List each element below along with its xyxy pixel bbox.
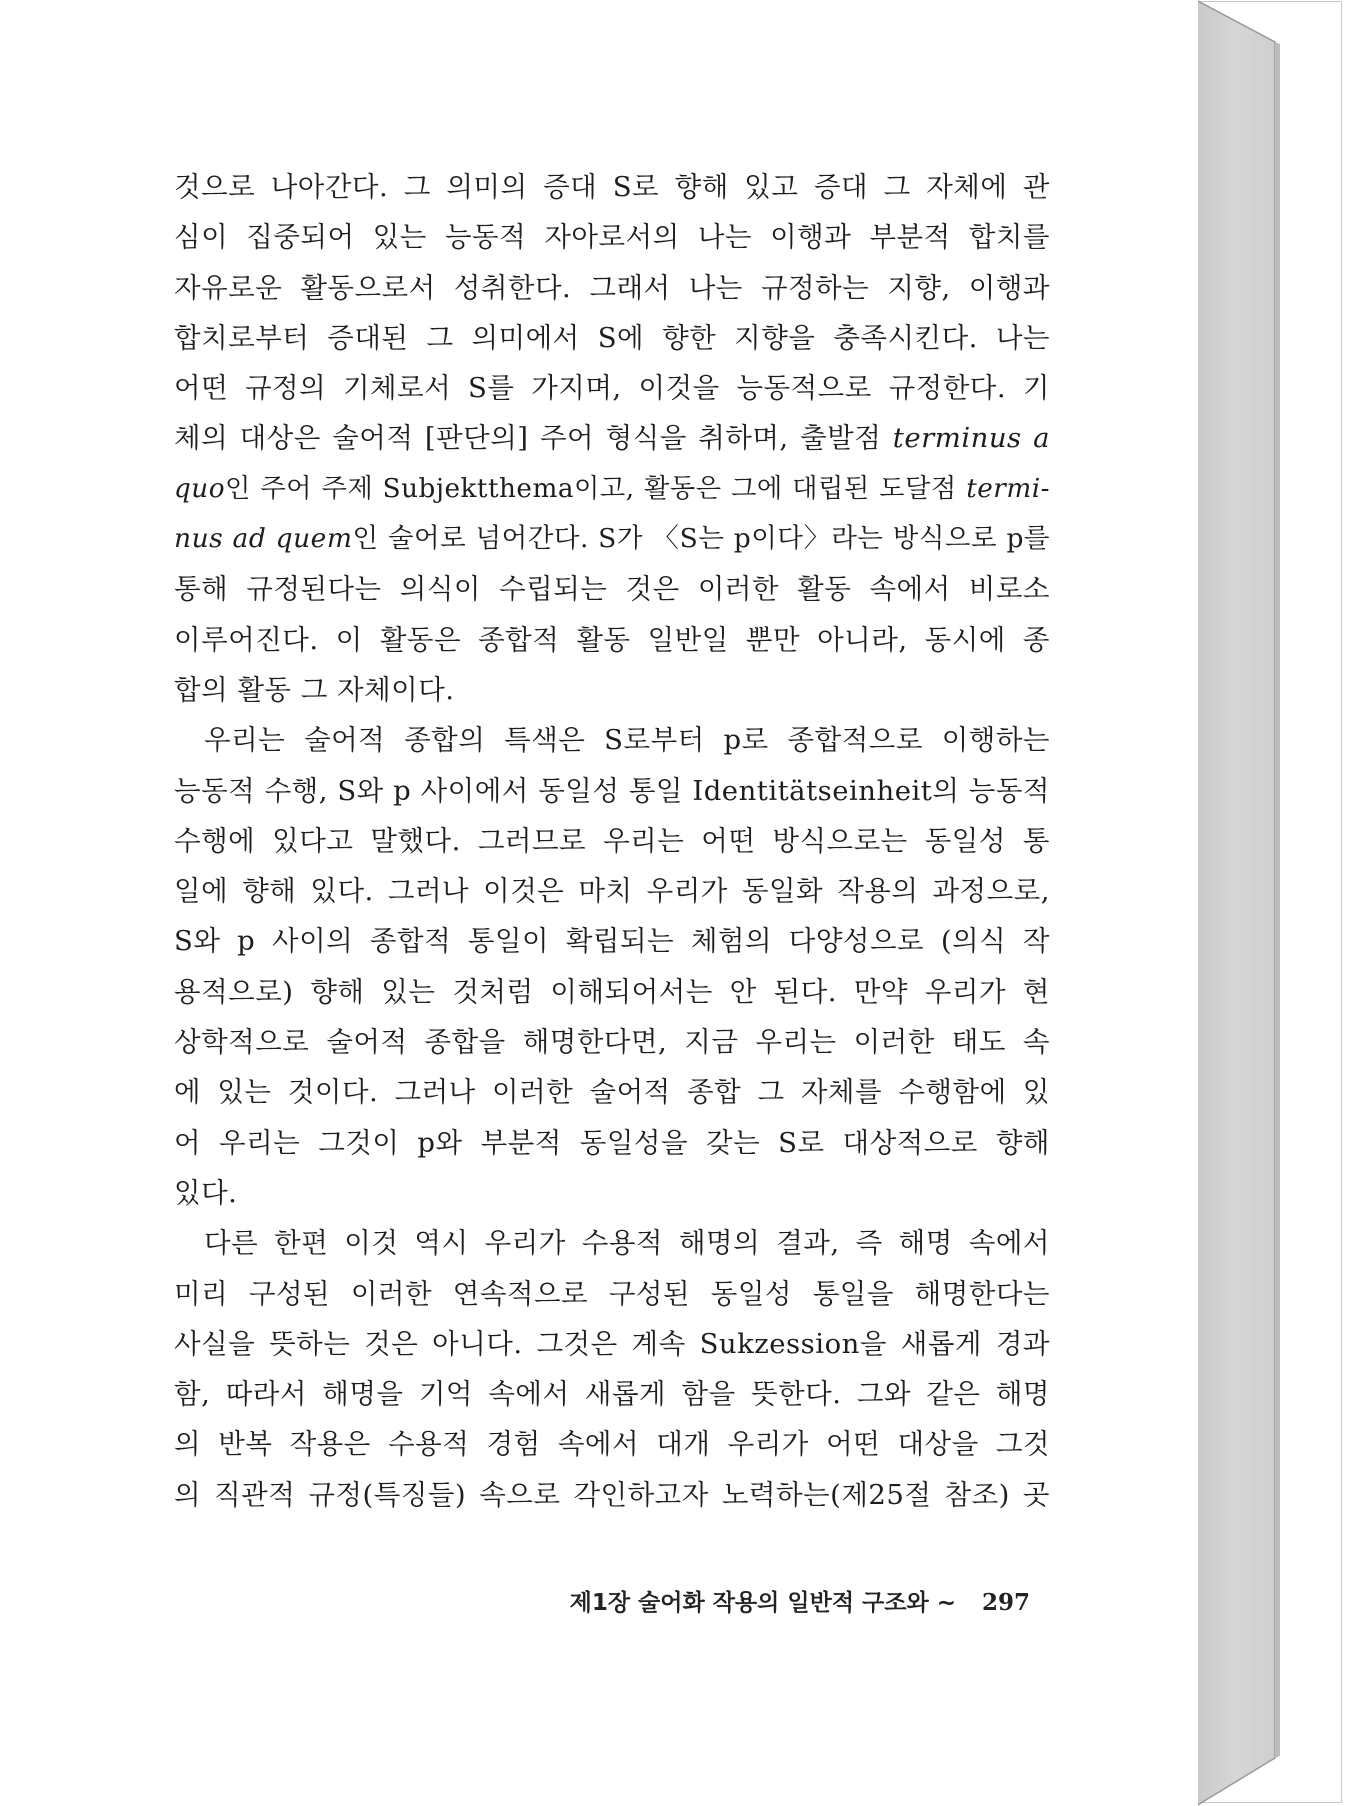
text-line: 상학적으로 술어적 종합을 해명한다면, 지금 우리는 이러한 태도 속	[174, 1026, 1050, 1059]
text-line: 에 있는 것이다. 그러나 이러한 술어적 종합 그 자체를 수행함에 있	[174, 1076, 1050, 1109]
text-line: 것으로 나아간다. 그 의미의 증대 S로 향해 있고 증대 그 자체에 관	[174, 171, 1050, 203]
running-header: 제1장 술어화 작용의 일반적 구조와 ~	[569, 1590, 956, 1616]
text-line: 우리는 술어적 종합의 특색은 S로부터 p로 종합적으로 이행하는	[204, 724, 1050, 757]
text-line: 어 우리는 그것이 p와 부분적 동일성을 갖는 S로 대상적으로 향해	[174, 1126, 1050, 1159]
text-line: 합의 활동 그 자체이다.	[174, 673, 455, 706]
body-text	[174, 162, 1050, 1520]
text-line: S와 p 사이의 종합적 통일이 확립되는 체험의 다양성으로 (의식 작	[174, 925, 1050, 958]
text-line: 합치로부터 증대된 그 의미에서 S에 향한 지향을 충족시킨다. 나는	[174, 321, 1050, 354]
text-line: 있다.	[174, 1176, 238, 1209]
text-line: 수행에 있다고 말했다. 그러므로 우리는 어떤 방식으로는 동일성 통	[174, 824, 1050, 857]
text-run: 인 주어 주제 Subjektthema이고, 활동은 그에 대립된 도달점	[225, 473, 967, 504]
text-line: 용적으로) 향해 있는 것처럼 이해되어서는 안 된다. 만약 우리가 현	[174, 975, 1050, 1008]
text-line: 심이 집중되어 있는 능동적 자아로서의 나는 이행과 부분적 합치를	[174, 221, 1050, 254]
text-line: 자유로운 활동으로서 성취한다. 그래서 나는 규정하는 지향, 이행과	[174, 271, 1050, 304]
text-line: 통해 규정된다는 의식이 수립되는 것은 이러한 활동 속에서 비로소	[174, 573, 1050, 606]
text-line: 일에 향해 있다. 그러나 이것은 마치 우리가 동일화 작용의 과정으로,	[174, 875, 1050, 908]
text-line: 미리 구성된 이러한 연속적으로 구성된 동일성 통일을 해명한다는	[174, 1277, 1050, 1310]
latin-term: terminus a	[892, 422, 1051, 455]
book-spine-edge	[1196, 0, 1345, 1806]
text-run: 인 술어로 넘어간다. S가 〈S는 p이다〉라는 방식으로 p를	[352, 523, 1051, 555]
text-line	[174, 464, 1050, 514]
text-line: 함, 따라서 해명을 기억 속에서 새롭게 함을 뜻한다. 그와 같은 해명	[174, 1378, 1050, 1411]
text-line: 능동적 수행, S와 p 사이에서 동일성 통일 Identitätseinheit의 능동적	[174, 774, 1050, 807]
text-run: 체의 대상은 술어적 [판단의] 주어 형식을 취하며, 출발점	[174, 422, 893, 455]
page-number: 297	[981, 1589, 1030, 1616]
latin-term: nus ad quem	[174, 523, 353, 555]
text-line: 의 직관적 규정(특징들) 속으로 각인하고자 노력하는(제25절 참조) 곳	[174, 1478, 1050, 1511]
text-line: 사실을 뜻하는 것은 아니다. 그것은 계속 Sukzession을 새롭게 경과	[174, 1327, 1050, 1360]
text-line	[174, 514, 1050, 564]
page-footer	[540, 1584, 1030, 1617]
text-line: 다른 한편 이것 역시 우리가 수용적 해명의 결과, 즉 해명 속에서	[204, 1227, 1050, 1260]
text-line: 의 반복 작용은 수용적 경험 속에서 대개 우리가 어떤 대상을 그것	[174, 1428, 1050, 1461]
latin-term: termi-	[966, 473, 1050, 504]
latin-term: quo	[174, 473, 226, 504]
text-line: 어떤 규정의 기체로서 S를 가지며, 이것을 능동적으로 규정한다. 기	[174, 372, 1050, 405]
text-line: 이루어진다. 이 활동은 종합적 활동 일반일 뿐만 아니라, 동시에 종	[174, 623, 1050, 656]
text-line	[174, 413, 1050, 463]
book-edge-shape	[1196, 0, 1345, 1806]
